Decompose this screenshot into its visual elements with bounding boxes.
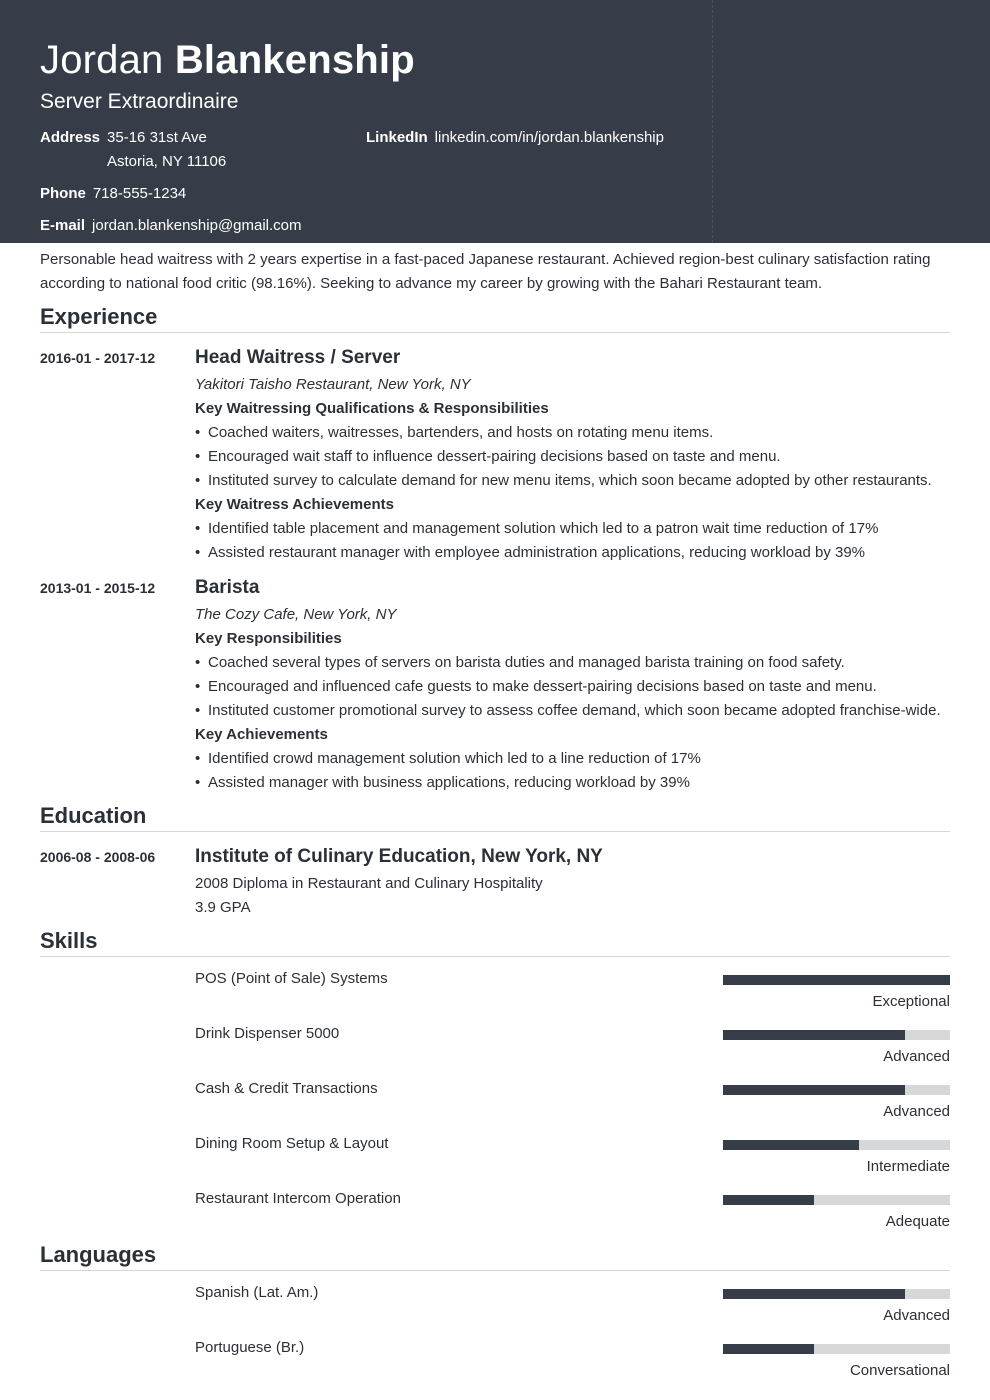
job-title: Barista — [195, 577, 260, 598]
job-subheading: Key Waitressing Qualifications & Responsibilities — [195, 400, 549, 417]
address-line2-wrap — [107, 150, 226, 174]
linkedin-link[interactable]: linkedin.com/in/jordan.blankenship — [434, 129, 664, 146]
linkedin-label: LinkedIn — [366, 129, 428, 146]
section-rule — [40, 332, 950, 333]
skill-level: Advanced — [883, 1048, 950, 1065]
phone-block — [40, 182, 186, 206]
job-subheading: Key Responsibilities — [195, 630, 342, 647]
bullet-dot: • — [195, 448, 201, 465]
email-link[interactable]: jordan.blankenship@gmail.com — [92, 217, 302, 234]
skill-bar — [723, 1085, 950, 1095]
bullet-dot: • — [195, 424, 201, 441]
linkedin-block — [366, 126, 664, 150]
skill-bar — [723, 975, 950, 985]
job-subheading: Key Achievements — [195, 726, 328, 743]
job-subheading: Key Waitress Achievements — [195, 496, 394, 513]
skill-bar-fill — [723, 1085, 905, 1095]
language-name: Spanish (Lat. Am.) — [195, 1284, 319, 1301]
candidate-subtitle: Server Extraordinaire — [40, 90, 239, 113]
first-name: Jordan — [40, 38, 164, 82]
job-employer: The Cozy Cafe, New York, NY — [195, 606, 397, 623]
section-rule — [40, 831, 950, 832]
language-name: Portuguese (Br.) — [195, 1339, 305, 1356]
job-bullet: • Coached several types of servers on barista duties and managed barista training on food safety. — [195, 651, 845, 675]
section-title-experience: Experience — [40, 304, 158, 329]
address-block — [40, 126, 207, 150]
language-bar — [723, 1289, 950, 1299]
job-bullet: • Encouraged and influenced cafe guests to make dessert-pairing decisions based on taste and menu. — [195, 675, 877, 699]
section-rule — [40, 1270, 950, 1271]
bullet-dot: • — [195, 472, 201, 489]
language-bar-fill — [723, 1344, 814, 1354]
section-title-languages: Languages — [40, 1242, 157, 1267]
skill-name: Restaurant Intercom Operation — [195, 1190, 401, 1207]
job-bullet: • Encouraged wait staff to influence dessert-pairing decisions based on taste and menu. — [195, 445, 781, 469]
language-level: Advanced — [883, 1307, 950, 1324]
last-name: Blankenship — [174, 38, 415, 82]
header-divider — [712, 0, 713, 243]
bullet-dot: • — [195, 520, 201, 537]
email-block — [40, 214, 302, 238]
summary-line: Personable head waitress with 2 years expertise in a fast-paced Japanese restaurant. Achieved region-best culinary satisfaction rating — [40, 251, 931, 268]
language-bar — [723, 1344, 950, 1354]
address-line1: 35-16 31st Ave — [107, 129, 207, 146]
job-bullet: • Assisted manager with business applications, reducing workload by 39% — [195, 771, 690, 795]
skill-bar-fill — [723, 1195, 814, 1205]
job-bullet: • Identified table placement and management solution which led to a patron wait time reduction of 17% — [195, 517, 878, 541]
bullet-dot: • — [195, 750, 201, 767]
skill-bar-fill — [723, 1140, 859, 1150]
summary-line: according to national food critic (98.16%). Seeking to advance my career by growing with the Bahari Restaurant team. — [40, 275, 823, 292]
skill-bar-fill — [723, 975, 950, 985]
bullet-dot: • — [195, 774, 201, 791]
job-bullet: • Assisted restaurant manager with employee administration applications, reducing workload by 39% — [195, 541, 865, 565]
skill-level: Exceptional — [872, 993, 950, 1010]
email-label: E-mail — [40, 217, 86, 234]
language-level: Conversational — [849, 1362, 950, 1379]
bullet-dot: • — [195, 654, 201, 671]
education-school: Institute of Culinary Education, New York, NY — [195, 846, 603, 867]
job-title: Head Waitress / Server — [195, 347, 401, 368]
skill-level: Intermediate — [866, 1158, 950, 1175]
resume-header — [0, 0, 990, 243]
address-label: Address — [40, 129, 101, 146]
address-line2: Astoria, NY 11106 — [107, 153, 227, 170]
skill-name: Cash & Credit Transactions — [195, 1080, 378, 1097]
skill-name: Drink Dispenser 5000 — [195, 1025, 340, 1042]
job-bullet: • Instituted survey to calculate demand for new menu items, which soon became adopted by other restaurants. — [195, 469, 932, 493]
language-bar-fill — [723, 1289, 905, 1299]
phone-label: Phone — [40, 185, 86, 202]
skill-bar — [723, 1195, 950, 1205]
job-dates: 2013-01 - 2015-12 — [40, 580, 156, 596]
section-title-education: Education — [40, 803, 147, 828]
phone-value: 718-555-1234 — [92, 185, 187, 202]
skill-name: POS (Point of Sale) Systems — [195, 970, 388, 987]
profile-summary — [40, 248, 950, 296]
bullet-dot: • — [195, 702, 201, 719]
section-title-skills: Skills — [40, 928, 98, 953]
skill-bar — [723, 1030, 950, 1040]
skill-bar-fill — [723, 1030, 905, 1040]
education-gpa: 3.9 GPA — [195, 899, 251, 916]
job-bullet: • Instituted customer promotional survey to assess coffee demand, which soon became adopted franchise-wide. — [195, 699, 941, 723]
skill-level: Advanced — [883, 1103, 950, 1120]
skill-level: Adequate — [885, 1213, 950, 1230]
job-bullet: • Identified crowd management solution which led to a line reduction of 17% — [195, 747, 701, 771]
skill-bar — [723, 1140, 950, 1150]
job-bullet: • Coached waiters, waitresses, bartenders, and hosts on rotating menu items. — [195, 421, 713, 445]
bullet-dot: • — [195, 678, 201, 695]
bullet-dot: • — [195, 544, 201, 561]
job-dates: 2016-01 - 2017-12 — [40, 350, 156, 366]
education-degree: 2008 Diploma in Restaurant and Culinary Hospitality — [195, 875, 543, 892]
education-dates: 2006-08 - 2008-06 — [40, 849, 156, 865]
job-employer: Yakitori Taisho Restaurant, New York, NY — [195, 376, 471, 393]
skill-name: Dining Room Setup & Layout — [195, 1135, 389, 1152]
candidate-name — [40, 36, 415, 84]
section-rule — [40, 956, 950, 957]
